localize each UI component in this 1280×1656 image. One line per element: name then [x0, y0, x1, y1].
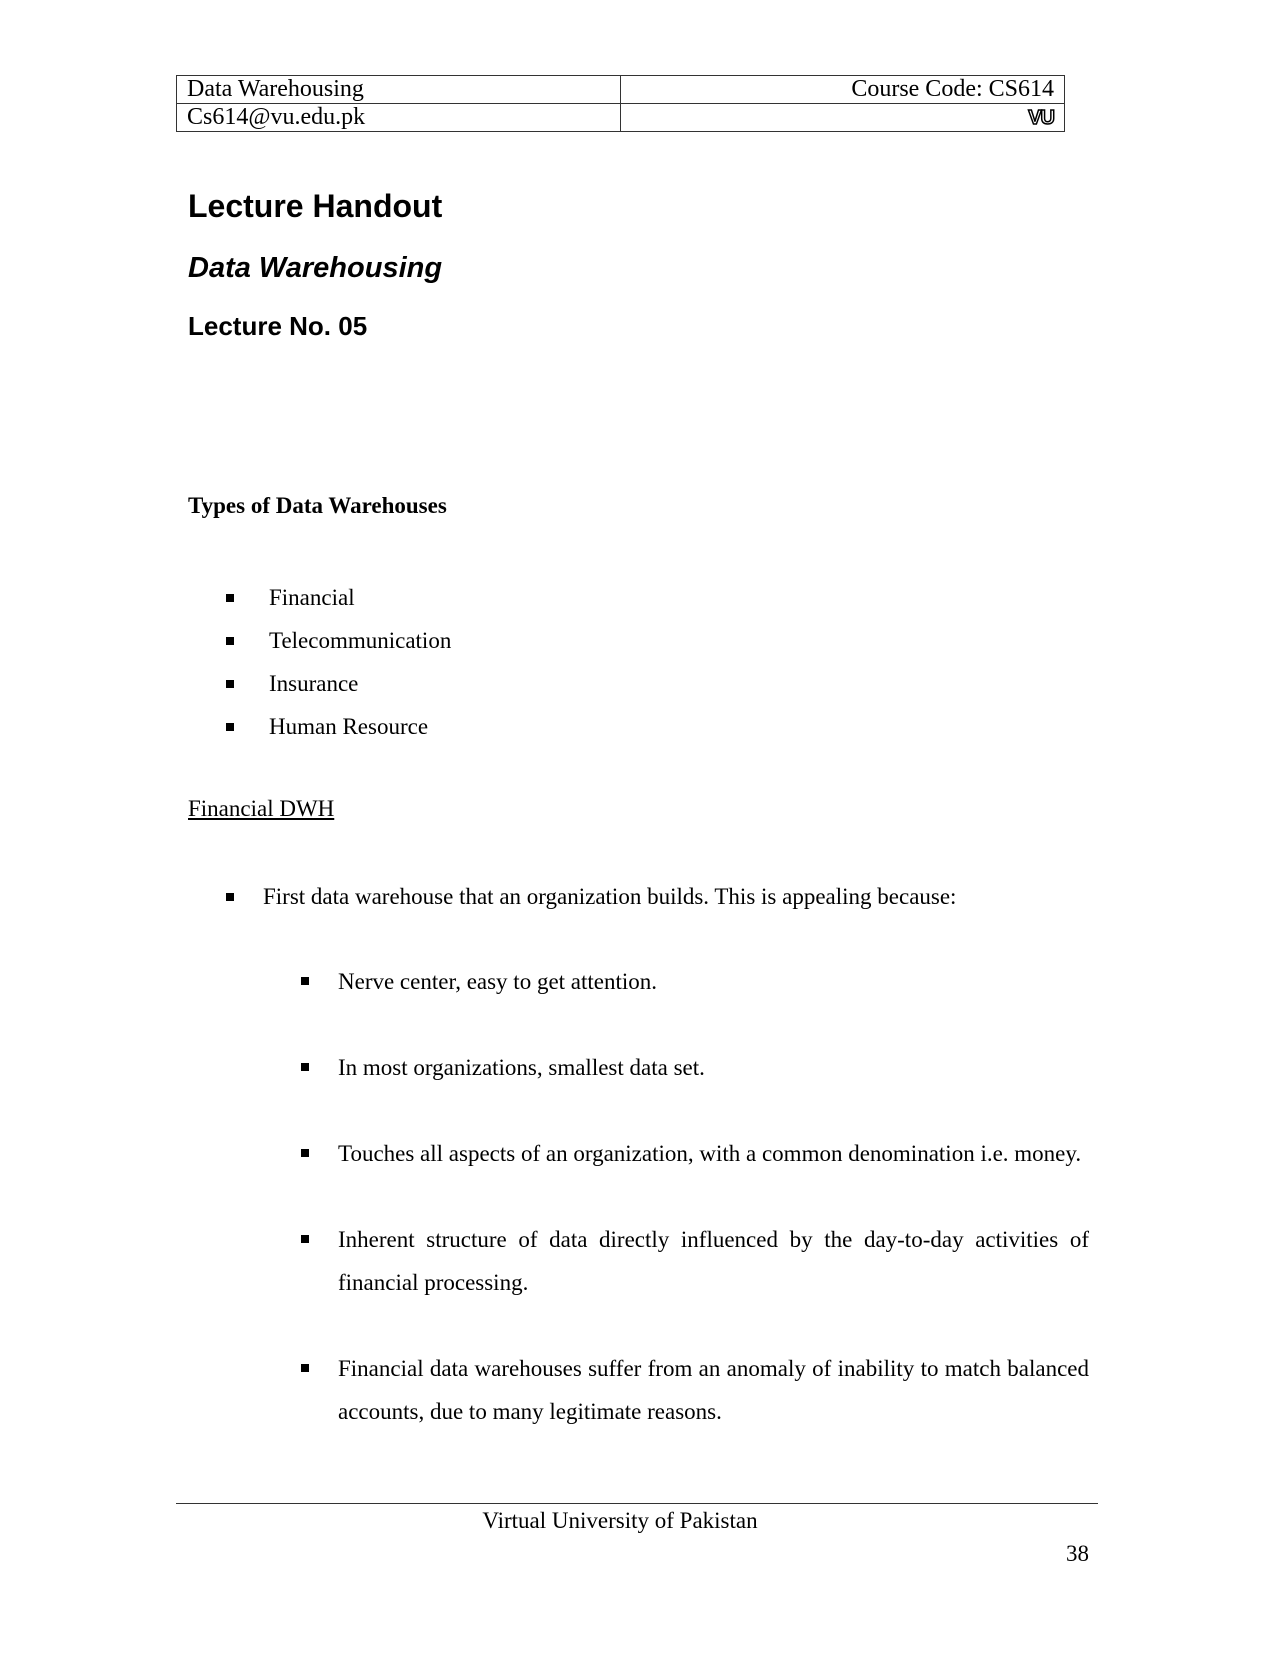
list-item: In most organizations, smallest data set. [301, 1046, 1089, 1089]
list-item: Financial [226, 576, 451, 619]
list-item: Insurance [226, 662, 451, 705]
financial-dwh-heading: Financial DWH [188, 796, 335, 821]
lecture-number: Lecture No. 05 [188, 311, 368, 341]
footer-institution: Virtual University of Pakistan [482, 1508, 758, 1533]
list-item: Human Resource [226, 705, 451, 748]
page-number: 38 [1066, 1541, 1089, 1566]
bullet-icon [226, 594, 234, 602]
list-item: Touches all aspects of an organization, with a common denomination i.e. money. [301, 1132, 1089, 1175]
course-email: Cs614@vu.edu.pk [177, 104, 621, 132]
financial-main-point: First data warehouse that an organization builds. This is appealing because: [226, 880, 956, 914]
bullet-icon [301, 977, 309, 985]
bullet-icon [301, 1364, 309, 1372]
header-table [176, 75, 1065, 132]
types-heading: Types of Data Warehouses [188, 493, 447, 518]
list-item: Nerve center, easy to get attention. [301, 960, 1089, 1003]
vu-logo-icon: VU [1028, 107, 1054, 130]
bullet-icon [226, 680, 234, 688]
course-name: Data Warehousing [177, 76, 621, 104]
bullet-icon [226, 723, 234, 731]
bullet-icon [226, 893, 234, 901]
bullet-icon [301, 1063, 309, 1071]
list-item: Telecommunication [226, 619, 451, 662]
logo-cell [621, 104, 1065, 132]
course-code: Course Code: CS614 [621, 76, 1065, 104]
financial-sub-points [301, 960, 1089, 1476]
bullet-icon [226, 637, 234, 645]
page-title: Lecture Handout [188, 188, 443, 224]
bullet-icon [301, 1235, 309, 1243]
list-item: Financial data warehouses suffer from an anomaly of inability to match balanced accounts, due to many legitimate reasons. [301, 1347, 1089, 1433]
bullet-icon [301, 1149, 309, 1157]
subject-title: Data Warehousing [188, 252, 443, 284]
list-item: Inherent structure of data directly influenced by the day-to-day activities of financial processing. [301, 1218, 1089, 1304]
types-list [226, 576, 451, 748]
